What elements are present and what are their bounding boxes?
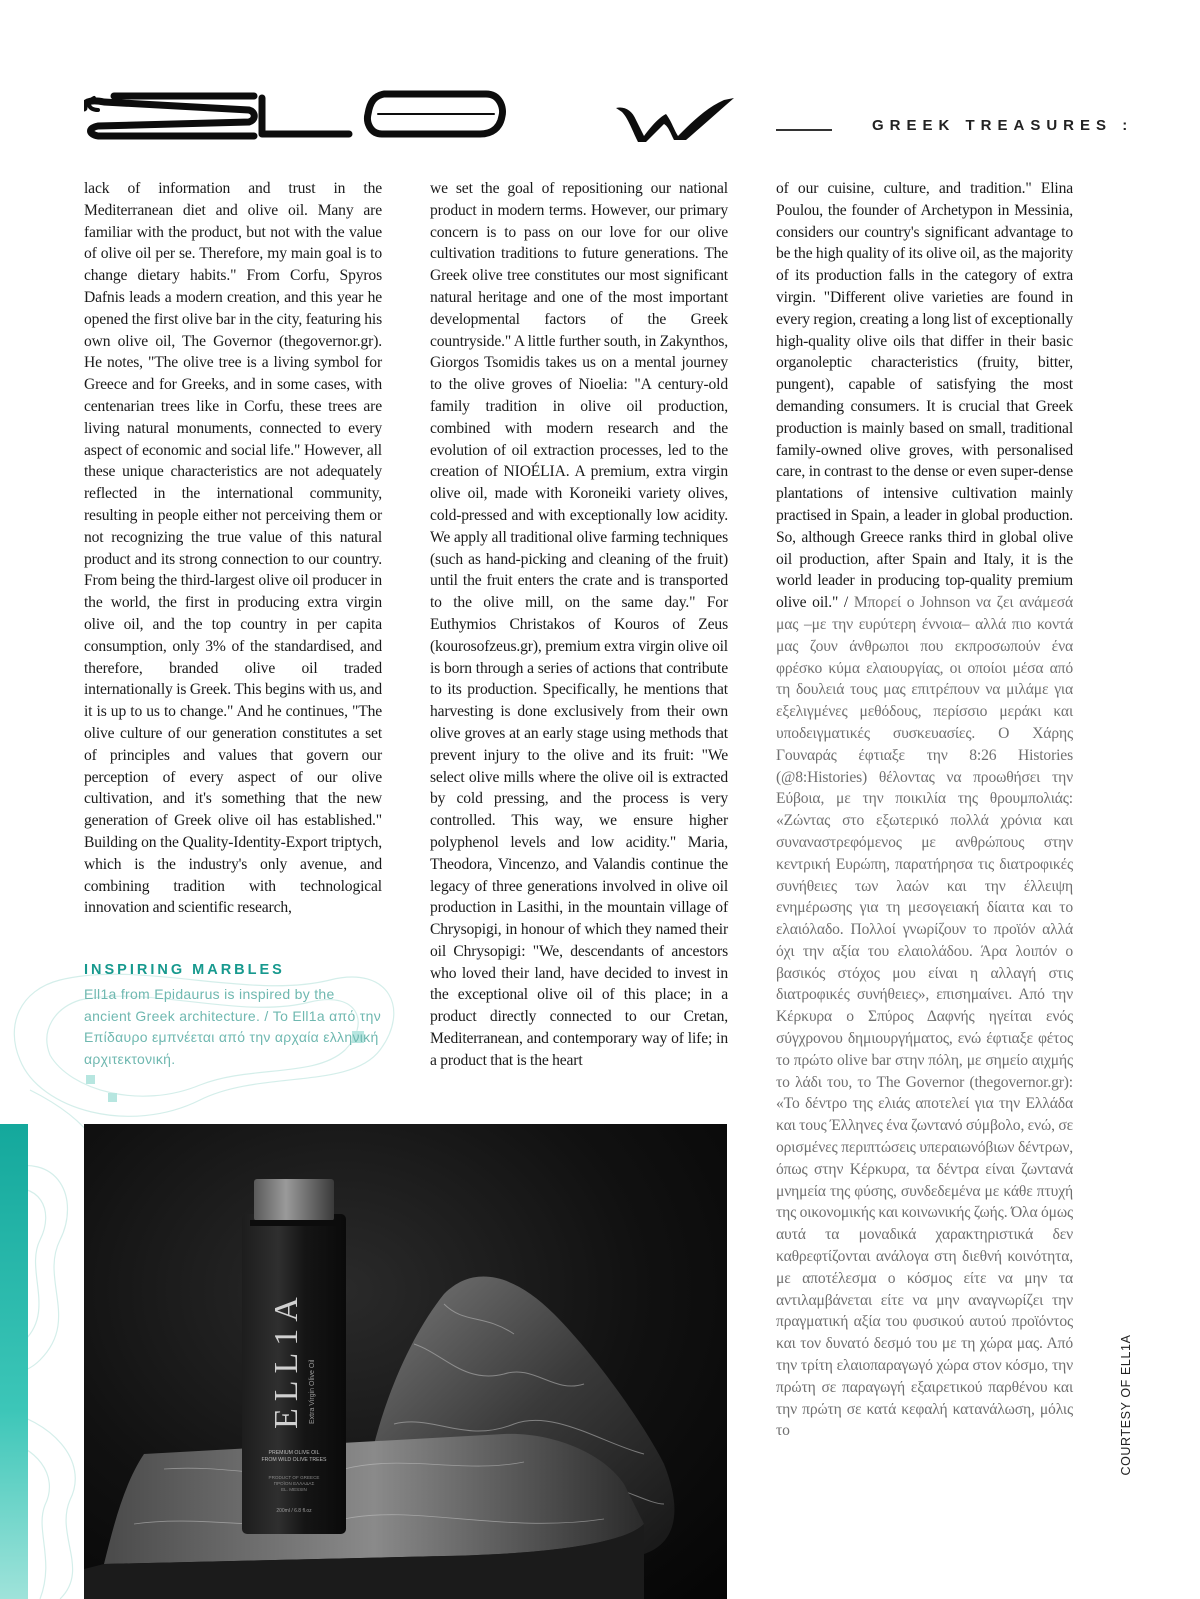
bottle-line-5: EL. MESSIN (281, 1487, 307, 1492)
bottle-brand: ELL1A (268, 1290, 305, 1429)
bottle-cap (254, 1179, 334, 1221)
greek-text: Μπορεί ο Johnson να ζει ανάμεσά μας –με την ευρύτερη έννοια– αλλά πιο κοντά μας ζουν άνθρωποι που εκπροσωπούν ένα φρέσκο κύμα ελαιουργίας, οι οποίοι μέσα από τη δουλειά τους μας επιτρέπουν να μιλάμε για εξελιγμένες μεθόδους, περίσσιο μεράκι και υποδειγματικές συσκευασίες. Ο Χάρης Γουναράς έφτιαξε την 8:26 Histories (@8:Histories) θέλοντας να προωθήσει την Εύβοια, με την ποικιλία της θρουμπολιάς: «Ζώντας στο εξωτερικό πολλά χρόνια και συναναστρεφόμενος με ανθρώπους στην κεντρική Ευρώπη, παρατήρησα τις διατροφικές συνήθειες των λαών και την έλλειψη ενημέρωσης για τη μεσογειακή δίαιτα και το ελαιόλαδο. Πολλοί γνωρίζουν το προϊόν αλλά όχι την αξία του ελαιολάδου. Άρα λοιπόν ο βασικός στόχος μου είναι η αλλαγή στις διατροφικές συνήθειες», επισημαίνει. Από την Κέρκυρα ο Σπύρος Δαφνής ηγείται ενός σύγχρονου δημιουργήματος, ενώ έφτιαξε φέτος το πρώτο olive bar στην πόλη, με σημείο αιχμής το λάδι του, το The Governor (thegovernor.gr): «Το δέντρο της ελιάς αποτελεί για την Ελλάδα και τους Έλληνες ένα ζωντανό σύμβολο, ενώ, σε ορισμένες περιπτώσεις υπεραιωνόβιων δέντρων, όπως στην Κέρκυρα, τα δέντρα είναι ζωντανά μνημεία της φύσης, συνδεδεμένα με κάθε πτυχή της οικονομικής και κοινωνικής ζωής. Όλα όμως αυτά τα μοναδικά χαρακτηριστικά δεν καθρεφτίζονται ανάλογα στη διεθνή κοινότητα, με αποτέλεσμα ο κόσμος είτε να μην τα αντιλαμβάνεται είτε να μην αναγνωρίζει την πραγματική αξία του φυσικού αυτού προϊόντος και τον δυνατό δεσμό του με τη χώρα μας. Από την τρίτη ελαιοπαραγωγό χώρα στον κόσμο, την πρώτη σε παραγωγή εξαιρετικού παρθένου και την πρώτη σε κατά κεφαλή κατανάλωση, μόλις το (776, 594, 1073, 1440)
bottle-line-2: FROM WILD OLIVE TREES (261, 1457, 327, 1463)
bottle-subtitle: Extra Virgin Olive Oil (309, 1359, 316, 1424)
article-column-3 (776, 178, 1073, 1463)
section-divider (776, 129, 832, 131)
article-column-1: lack of information and trust in the Mediterranean diet and olive oil. Many are familiar with the product, but not with the value of olive oil per se. Therefore, my main goal is to change dietary habits." From Corfu, Spyros Dafnis leads a modern creation, and this year he opened the first olive bar in the city, featuring his own olive oil, The Governor (thegovernor.gr). He notes, "The olive tree is a living symbol for Greece and for Greeks, and in some cases, with centenarian trees like in Corfu, these trees are living natural monuments, connected to every aspect of economic and social life." However, all these unique characteristics are not adequately reflected in the international community, resulting in people either not perceiving them or not recognizing the true value of this natural product and its strong connection to our country. From being the third-largest olive oil producer in the world, the first in producing extra virgin olive oil, and the top country in per capita consumption, only 3% of the standardised, and therefore, branded olive oil traded internationally is Greek. This begins with us, and it is up to us to change." And he continues, "The olive culture of our generation constitutes a set of principles and values that govern our perception of every aspect of our olive cultivation, and it's something that the new generation of Greek olive oil has established." Building on the Quality-Identity-Export triptych, which is the industry's only avenue, and combining tradition with technological innovation and scientific research, (84, 180, 382, 917)
photo-credit (1117, 1330, 1135, 1480)
article-column-2: we set the goal of repositioning our national product in modern terms. However, our primary concern is to pass on our love for our olive cultivation traditions to future generations. The Greek olive tree constitutes our most significant natural heritage and one of the most important developmental factors of the Greek countryside." A little further south, in Zakynthos, Giorgos Tsomidis takes us on a mental journey to the olive groves of Nioelia: "A century-old family tradition in olive oil production, combined with modern research and the evolution of oil extraction processes, led to the creation of NIOÉLIA. A premium, extra virgin olive oil, made with Koroneiki variety olives, cold-pressed and with exceptionally low acidity. We apply all traditional olive farming techniques (such as hand-picking and cleaning of the fruit) until the fruit enters the crate and is transported to the olive mill, on the same day." For Euthymios Christakos of Kouros of Zeus (kourosofzeus.gr), premium extra virgin olive oil is born through a series of actions that contribute to its production. Specifically, he mentions that harvesting is done exclusively from their own olive groves at an early stage using methods that prevent injury to the olive and its fruit: "We select olive mills where the olive oil is extracted by cold pressing, and the process is very controlled. This way, we ensure higher polyphenol levels and low acidity." Maria, Theodora, Vincenzo, and Valandis continue the legacy of three generations involved in olive oil production in Lasithi, in the mountain village of Chrysopigi, in honour of which they named their oil Chrysopigi: "We, descendants of ancestors who loved their land, have decided to invest in the exceptional olive oil of this place; in a product directly connected to our Cretan, Mediterranean, and contemporary way of life; in a product that is the heart (430, 180, 728, 1069)
section-label: GREEK TREASURES : (872, 117, 1134, 134)
english-text: of our cuisine, culture, and tradition." Elina Poulou, the founder of Archetypon in Messinia, considers our country's significant advantage to be the high quality of its olive oil, as the majority of its production falls in the category of extra virgin. "Different olive varieties are found in every region, creating a long list of exceptionally high-quality olive oils that differ in their basic organoleptic characteristics (fruity, bitter, pungent), capable of satisfying the most demanding consumers. It is crucial that Greek production is mainly based on small, traditional family-owned olive groves, with personalised care, in contrast to the dense or even super-dense plantations of intensive cultivation mainly practised in Spain, a leader in global production. So, although Greece ranks third in global olive oil production, after Spain and Italy, it is the world leader in producing top-quality premium olive oil." / (776, 180, 1073, 612)
masthead-logo (84, 86, 734, 142)
product-photo (84, 1124, 727, 1599)
marble-slab (104, 1434, 644, 1564)
bottle-line-1: PREMIUM OLIVE OIL (268, 1450, 320, 1456)
caption-text: Ell1a from Epidaurus is inspired by the ancient Greek architecture. / Το Ell1a από την Επίδαυρο εμπνέεται από την αρχαία ελληνική αρχιτεκτονική. (84, 986, 382, 1067)
image-caption (84, 962, 384, 1070)
decor-square (86, 1075, 95, 1084)
bottle-line-4: ΠΡΟΪΟΝ ΕΛΛΑΔΑΣ (273, 1481, 315, 1486)
teal-accent-bar (0, 1124, 28, 1599)
caption-title: INSPIRING MARBLES (84, 962, 285, 978)
bottle-line-3: PRODUCT OF GREECE (268, 1475, 320, 1480)
photo-credit-text: COURTESY OF ELL1A (1119, 1334, 1133, 1476)
bottle-volume: 200ml / 6.8 fl.oz (276, 1508, 312, 1514)
decor-square (108, 1093, 117, 1102)
